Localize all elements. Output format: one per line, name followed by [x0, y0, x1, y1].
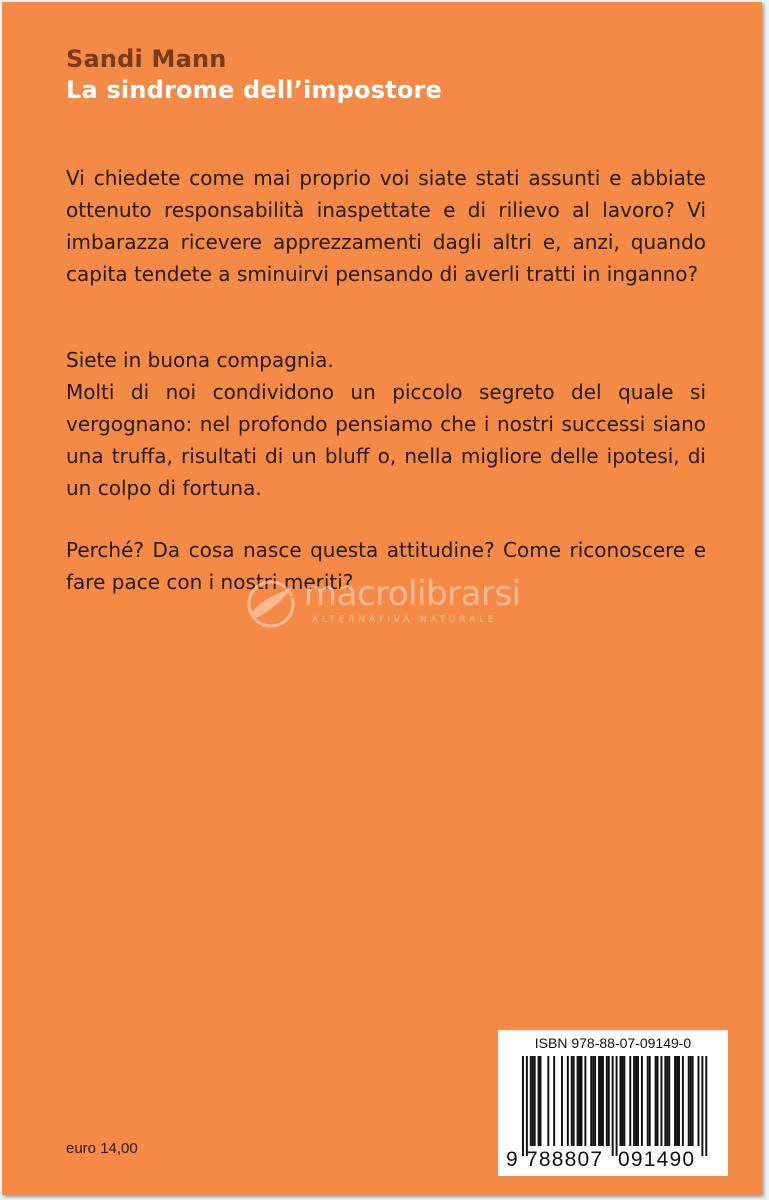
barcode-bar	[547, 1056, 549, 1146]
watermark-tagline: ALTERNATIVA NATURALE	[312, 615, 498, 625]
barcode-bar	[592, 1056, 594, 1146]
barcode-bar	[540, 1056, 542, 1146]
barcode-digits	[498, 1148, 728, 1172]
barcode-bar	[649, 1056, 651, 1146]
barcode-bar	[688, 1056, 690, 1146]
blurb-text-2a: Siete in buona compagnia.	[66, 348, 334, 372]
barcode-bar	[676, 1056, 678, 1146]
barcode-bar	[655, 1056, 657, 1146]
barcode-bar	[581, 1056, 583, 1146]
barcode-bar	[594, 1056, 596, 1146]
barcode-bar	[668, 1056, 670, 1146]
barcode-bar	[538, 1056, 540, 1146]
barcode-bar	[666, 1056, 668, 1146]
barcode-bar	[705, 1056, 707, 1156]
barcode-bar	[606, 1056, 608, 1146]
watermark	[242, 574, 542, 634]
barcode-bar	[534, 1056, 536, 1146]
leaf-swirl-icon	[242, 578, 300, 628]
blurb-text-1: Vi chiedete come mai proprio voi siate stati assunti e abbiate ottenuto responsabilità inaspettate e di rilievo al lavoro? Vi imbarazza ricevere apprezzamenti dagli altri e, anzi, quando capita tendete a sminuirvi pensando di averli tratti in inganno?	[66, 166, 706, 286]
barcode-bar	[620, 1056, 622, 1146]
barcode-bar	[621, 1056, 623, 1146]
price: euro 14,00	[66, 1140, 138, 1157]
barcode-bar	[647, 1056, 649, 1146]
barcode-bar	[612, 1056, 614, 1156]
barcode-bar	[584, 1056, 586, 1146]
barcode-bar	[600, 1056, 602, 1146]
barcode-bar	[698, 1056, 700, 1146]
barcode-bar	[682, 1056, 684, 1146]
blurb-paragraph-1	[66, 162, 706, 290]
isbn-barcode	[498, 1030, 728, 1176]
barcode-bar	[635, 1056, 637, 1146]
barcode-bar	[623, 1056, 625, 1146]
barcode-bar	[616, 1056, 618, 1156]
barcode-digits-right: 091490	[618, 1148, 696, 1171]
barcode-bar	[573, 1056, 575, 1146]
barcode-digit-first: 9	[506, 1148, 518, 1171]
barcode-bar	[690, 1056, 692, 1146]
barcode-bar	[637, 1056, 639, 1146]
barcode-bar	[577, 1056, 579, 1146]
watermark-brand: macrolibrarsi	[304, 574, 521, 614]
barcode-bar	[674, 1056, 676, 1146]
barcode-bar	[598, 1056, 600, 1146]
back-cover	[2, 2, 762, 1195]
barcode-bar	[664, 1056, 666, 1146]
barcode-bar	[641, 1056, 643, 1146]
barcode-bar	[522, 1056, 524, 1156]
barcode-bar	[553, 1056, 555, 1146]
barcode-bar	[629, 1056, 631, 1146]
barcode-bar	[602, 1056, 604, 1146]
barcode-bar	[633, 1056, 635, 1146]
barcode-bar	[579, 1056, 581, 1146]
blurb-text-2b: Molti di noi condividono un piccolo segreto del quale si vergognano: nel profondo pensiamo che i nostri successi siano una truffa, risultati di un bluff o, nella migliore delle ipotesi, di un colpo di fortuna.	[66, 380, 706, 500]
barcode-bar	[571, 1056, 573, 1146]
barcode-digits-left: 788807	[526, 1148, 604, 1171]
barcode-bar	[660, 1056, 662, 1146]
barcode-bar	[701, 1056, 703, 1156]
barcode-bar	[692, 1056, 694, 1146]
blurb-text-3: Perché? Da cosa nasce questa attitudine? Come riconoscere e fare pace con i nostri meriti?	[66, 538, 706, 594]
blurb-paragraph-2	[66, 344, 706, 504]
author-name: Sandi Mann	[66, 45, 227, 73]
barcode-bar	[608, 1056, 610, 1146]
barcode-bar	[530, 1056, 532, 1146]
barcode-bar	[590, 1056, 592, 1146]
barcode-bar	[526, 1056, 528, 1156]
barcode-bar	[567, 1056, 569, 1146]
book-title: La sindrome dell’impostore	[66, 76, 443, 104]
isbn-label: ISBN 978-88-07-09149-0	[534, 1035, 692, 1051]
barcode-bar	[657, 1056, 659, 1146]
barcode-bar	[532, 1056, 534, 1146]
barcode-bar	[678, 1056, 680, 1146]
barcode-bar	[561, 1056, 563, 1146]
